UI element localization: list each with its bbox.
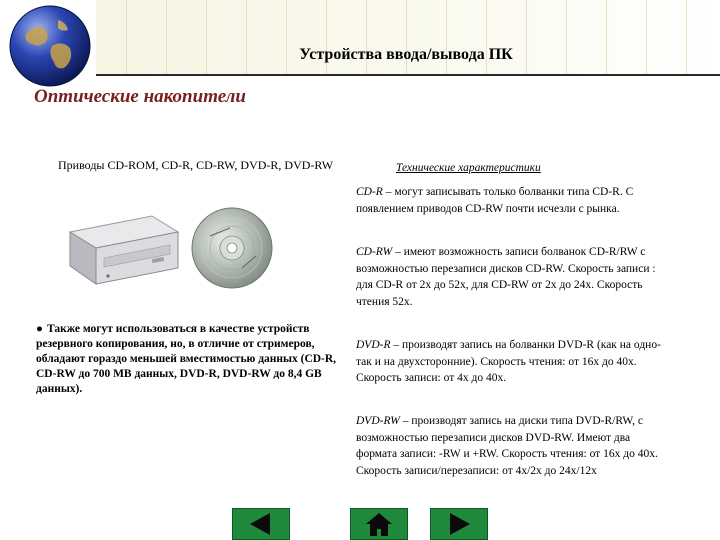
home-icon: [364, 511, 394, 537]
optical-drive-image: [60, 210, 182, 288]
spec-dvd-rw: [356, 413, 668, 479]
spec-text: – имеют возможность записи болванок CD-R/RW с возможностью перезаписи дисков CD-RW. Скорость записи : для CD-R от 2х до 52х, для CD-RW от 2х до 24х. Скорость чтения 52х.: [356, 246, 656, 308]
forward-button[interactable]: [430, 508, 488, 540]
bullet-icon: ●: [36, 323, 43, 335]
spec-term: CD-RW: [356, 246, 393, 258]
spec-cd-r: [356, 184, 668, 217]
spec-cd-rw: [356, 244, 668, 310]
specs-title: Технические характеристики: [396, 162, 541, 174]
home-button[interactable]: [350, 508, 408, 540]
section-subtitle: Оптические накопители: [34, 86, 246, 107]
spec-dvd-r: [356, 337, 668, 387]
spec-term: DVD-R: [356, 339, 391, 351]
backup-note-text: Также могут использоваться в качестве устройств резервного копирования, но, в отличие от стримеров, обладают гораздо меньшей вместимостью данных (CD-R, CD-RW до 700 MB данных, DVD-R, DVD-RW до 8,4 GB данных).: [36, 323, 337, 395]
header-divider: [96, 74, 720, 76]
spec-text: – могут записывать только болванки типа CD-R. С появлением приводов CD-RW почти исчезли с рынка.: [356, 186, 634, 215]
spec-text: – производят запись на диски типа DVD-R/RW, с возможностью перезаписи дисков DVD-RW. Имеют два формата записи: -RW и +RW. Скорость чтения: от 16х до 40х. Скорость записи/перезаписи: от 4х/2х до 24х/12х: [356, 415, 658, 477]
globe-icon: [8, 4, 92, 88]
spec-text: – производят запись на болванки DVD-R (как на одно- так и на двухсторонние). Скорость чтения: от 16х до 40х. Скорость записи: от 4х до 40х.: [356, 339, 661, 385]
backup-note: [36, 322, 340, 397]
back-arrow-icon: [246, 512, 276, 536]
page-title: Устройства ввода/вывода ПК: [299, 46, 513, 63]
spec-term: DVD-RW: [356, 415, 400, 427]
back-button[interactable]: [232, 508, 290, 540]
spec-term: CD-R: [356, 186, 383, 198]
compact-disc-image: [190, 206, 274, 290]
drives-label: Приводы CD-ROM, CD-R, CD-RW, DVD-R, DVD-RW: [58, 158, 334, 172]
forward-arrow-icon: [444, 512, 474, 536]
